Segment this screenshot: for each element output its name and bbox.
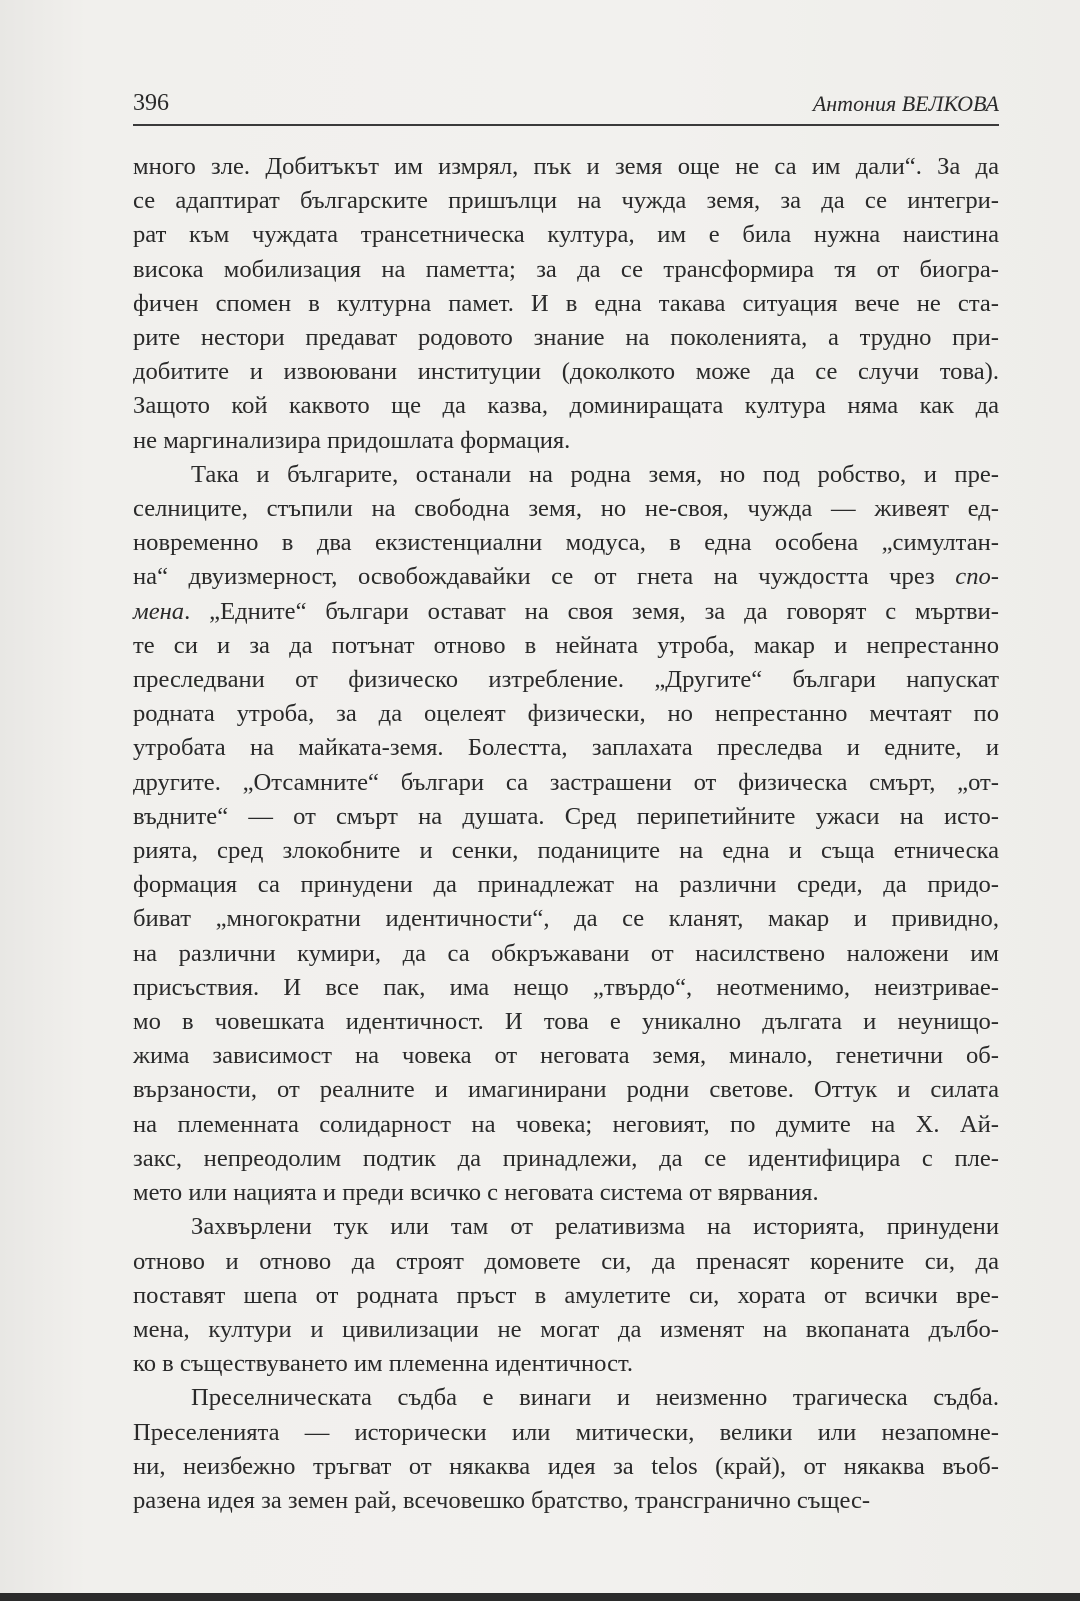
running-head: Антония ВЕЛКОВА (812, 91, 999, 116)
text-line: на различни кумири, да са обкръжавани от насилствено наложени им (133, 939, 999, 967)
text-line: Преселническата съдба е винаги и неизменно трагическа съдба. (191, 1384, 999, 1412)
text-line: селниците, стъпили на свободна земя, но не-своя, чужда — живеят ед- (133, 495, 999, 523)
text-line: новременно в два екзистенциални модуса, в една особена „симултан- (133, 529, 999, 557)
text-line: те си и за да потънат отново в нейната утроба, макар и непрестанно (133, 631, 999, 659)
text-line: не маргинализира придошлата формация. (133, 426, 571, 454)
text-line: жима зависимост на човека от неговата земя, минало, генетични об- (133, 1042, 999, 1070)
paragraph (133, 150, 999, 458)
text-line: Захвърлени тук или там от релативизма на историята, принудени (191, 1213, 999, 1241)
text-line: много зле. Добитъкът им измрял, пък и земя още не са им дали“. За да (133, 153, 999, 180)
text-line: отново и отново да строят домовете си, да пренасят корените си, да (133, 1247, 999, 1275)
text-line: ни, неизбежно тръгват от някаква идея за telos (край), от някаква въоб- (133, 1452, 999, 1480)
page-header (133, 88, 999, 126)
text-line: родната утроба, за да оцелеят физически, но непрестанно мечтаят по (133, 700, 999, 728)
text-line: закс, непреодолим подтик да принадлежи, да се идентифицира с пле- (133, 1144, 999, 1172)
text-line: мена, култури и цивилизации не могат да изменят на вкопаната дълбо- (133, 1315, 999, 1343)
text-line: поставят шепа от родната пръст в амулетите си, хората от всички вре- (133, 1281, 999, 1309)
text-line: на“ двуизмерност, освобождавайки се от гнета на чуждостта чрез спо- (133, 563, 999, 591)
text-line: преследвани от физическо изтребление. „Другите“ българи напускат (133, 666, 999, 694)
text-line: другите. „Отсамните“ българи са застрашени от физическа смърт, „от- (133, 768, 999, 796)
page-edge-shadow (0, 1593, 1080, 1601)
text-line: Така и българите, останали на родна земя, но под робство, и пре- (191, 460, 999, 488)
paragraph (133, 1381, 999, 1518)
text-line: вързаности, от реалните и имагинирани родни светове. Оттук и силата (133, 1076, 999, 1104)
paragraph (133, 458, 999, 1210)
text-line: формация са принудени да принадлежат на различни среди, да придо- (133, 871, 999, 899)
text-line: утробата на майката-земя. Болестта, заплахата преследва и едните, и (133, 734, 999, 762)
body-text (133, 150, 999, 1518)
text-line: Защото кой каквото ще да казва, доминиращата култура няма как да (133, 392, 999, 420)
text-line: разена идея за земен рай, всечовешко братство, трансгранично същес- (133, 1486, 871, 1514)
text-line: рите нестори предават родовото знание на поколенията, а трудно при- (133, 324, 999, 352)
text-line: рат към чуждата трансетническа култура, им е била нужна наистина (133, 221, 999, 249)
text-line: висока мобилизация на паметта; за да се трансформира тя от биогра- (133, 255, 999, 283)
text-line: мето или нацията и преди всичко с неговата система от вярвания. (133, 1179, 819, 1207)
text-line: рията, сред злокобните и сенки, поданиците на една и съща етническа (133, 837, 999, 865)
page-number: 396 (133, 90, 169, 116)
paragraph (133, 1210, 999, 1381)
text-line: мо в човешката идентичност. И това е уникално дългата и неунищо- (133, 1008, 999, 1036)
text-line: на племенната солидарност на човека; неговият, по думите на Х. Ай- (133, 1110, 999, 1138)
text-line: въдните“ — от смърт на душата. Сред перипетийните ужаси на исто- (133, 802, 999, 830)
text-line: се адаптират българските пришълци на чужда земя, за да се интегри- (133, 187, 999, 215)
text-line: фичен спомен в културна памет. И в една такава ситуация вече не ста- (133, 289, 999, 317)
text-line: Преселенията — исторически или митически, велики или незапомне- (133, 1418, 999, 1446)
text-line: ко в съществуването им племенна идентичност. (133, 1350, 634, 1378)
text-line: мена. „Едните“ българи остават на своя земя, за да говорят с мъртви- (133, 597, 999, 625)
text-line: добитите и извоювани институции (доколкото може да се случи това). (133, 358, 999, 386)
text-line: биват „многократни идентичности“, да се кланят, макар и привидно, (133, 905, 999, 933)
text-line: присъствия. И все пак, има нещо „твърдо“, неотменимо, неизтриваe- (133, 973, 999, 1001)
